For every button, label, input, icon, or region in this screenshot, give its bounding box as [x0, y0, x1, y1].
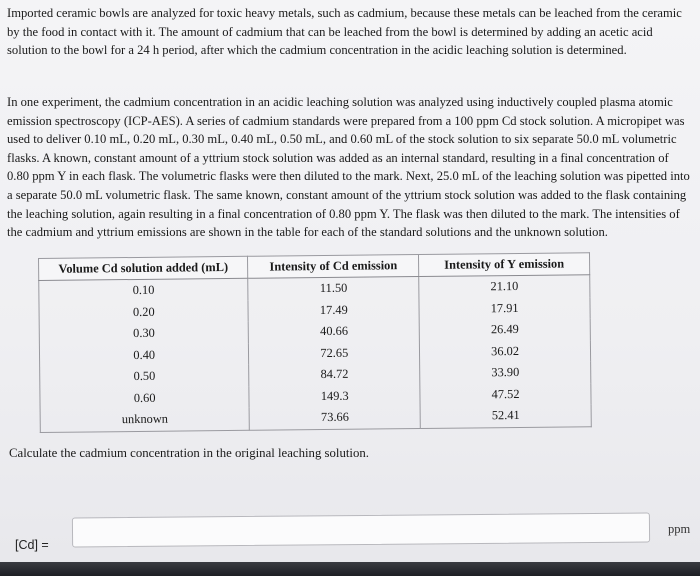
header-volume: Volume Cd solution added (mL) [39, 256, 249, 280]
cell-cd: 149.3 [249, 385, 420, 408]
cd-answer-label: [Cd] = [15, 538, 49, 552]
cell-y: 36.02 [420, 340, 591, 363]
cell-volume: 0.40 [39, 343, 249, 367]
cell-cd: 73.66 [249, 406, 420, 430]
bottom-edge-bar [0, 562, 700, 576]
cell-y: 21.10 [419, 275, 590, 299]
cell-volume: 0.60 [40, 386, 250, 410]
cell-volume: 0.50 [40, 365, 250, 389]
intro-paragraph: Imported ceramic bowls are analyzed for toxic heavy metals, such as cadmium, because these metals can be leached from the ceramic by the food in contact with it. The amount of cadmium that can be leached from the bowl is determined by adding an acetic acid solution to the bowl for a 24 h period, after which the cadmium concentration in the acidic leaching solution is determined. [7, 6, 682, 58]
answer-unit: ppm [668, 522, 691, 536]
cell-y: 26.49 [419, 318, 590, 341]
cell-cd: 40.66 [249, 320, 420, 343]
question-prompt: Calculate the cadmium concentration in the original leaching solution. [9, 446, 369, 460]
cell-volume: 0.10 [39, 278, 249, 302]
cell-y: 47.52 [420, 383, 591, 406]
data-table-container [38, 258, 590, 433]
experiment-paragraph: In one experiment, the cadmium concentration in an acidic leaching solution was analyzed using inductively coupled plasma atomic emission spectroscopy (ICP-AES). A series of cadmium standards were prepared from a 100 ppm Cd stock solution. A micropipet was used to deliver 0.10 mL, 0.20 mL, 0.30 mL, 0.40 mL, 0.50 mL, and 0.60 mL of the stock solution to six separate 50.0 mL volumetric flasks. A known, constant amount of a yttrium stock solution was added as an internal standard, resulting in a final concentration of 0.80 ppm Y in each flask. The volumetric flasks were then diluted to the mark. Next, 25.0 mL of the leaching solution was pipetted into a separate 50.0 mL volumetric flask. The same known, constant amount of the yttrium stock solution was added to the flask containing the leaching solution, again resulting in a final concentration of 0.80 ppm Y. The flask was then diluted to the mark. The intensities of the cadmium and yttrium emissions are shown in the table for each of the standard solutions and the unknown solution. [7, 95, 690, 240]
cell-cd: 17.49 [248, 299, 419, 322]
cell-y: 33.90 [420, 361, 591, 384]
cell-volume: unknown [40, 408, 250, 432]
emission-data-table [38, 252, 592, 432]
cell-y: 17.91 [419, 297, 590, 320]
cell-volume: 0.20 [39, 300, 249, 324]
header-cd-intensity: Intensity of Cd emission [248, 255, 419, 279]
cell-cd: 11.50 [248, 277, 419, 301]
answer-row [0, 505, 700, 555]
cd-answer-input[interactable] [72, 512, 650, 547]
table-row-unknown [40, 404, 591, 432]
cell-cd: 72.65 [249, 342, 420, 365]
cell-y: 52.41 [420, 404, 591, 428]
cell-cd: 84.72 [249, 363, 420, 386]
header-y-intensity: Intensity of Y emission [419, 253, 590, 277]
cell-volume: 0.30 [39, 322, 249, 346]
